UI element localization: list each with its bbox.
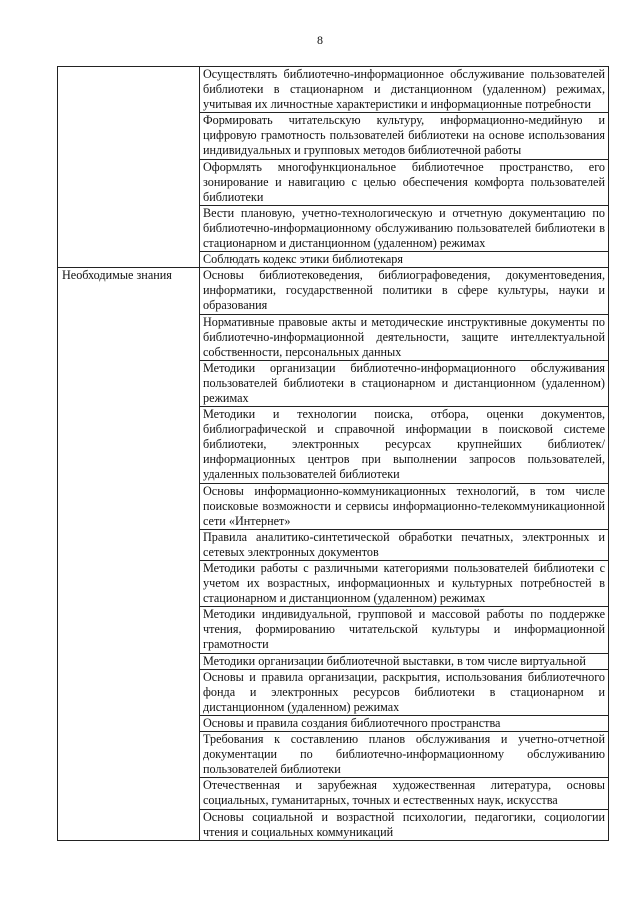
- table-row: [58, 529, 609, 560]
- row-label-empty: [58, 314, 200, 360]
- labor-action-text: Оформлять многофункциональное библиотечное пространство, его зонирование и навигацию с целью обеспечения комфорта пользователей библиотеки: [200, 159, 609, 205]
- row-label-empty: [58, 653, 200, 669]
- table-row: [58, 67, 609, 113]
- row-label-empty: [58, 529, 200, 560]
- page-number: 8: [317, 33, 323, 47]
- row-label-empty: [58, 809, 200, 840]
- labor-action-text: Соблюдать кодекс этики библиотекаря: [200, 252, 609, 268]
- knowledge-text: Методики работы с различными категориями пользователей библиотеки с учетом их возрастных, информационных и культурных потребностей в стационарном и дистанционном (удаленном) режимах: [200, 561, 609, 607]
- knowledge-text: Методики организации библиотечно-информационного обслуживания пользователей библиотеки в стационарном и дистанционном (удаленном) режимах: [200, 360, 609, 406]
- knowledge-text: Основы информационно-коммуникационных технологий, в том числе поисковые возможности и сервисы информационно-телекоммуникационной сети «Интернет»: [200, 483, 609, 529]
- table-row: [58, 360, 609, 406]
- table-row: [58, 314, 609, 360]
- row-label-empty: [58, 778, 200, 809]
- row-label-empty: [58, 360, 200, 406]
- knowledge-text: Отечественная и зарубежная художественная литература, основы социальных, гуманитарных, точных и естественных наук, искусства: [200, 778, 609, 809]
- requirements-table: [57, 66, 609, 841]
- labor-action-text: Формировать читательскую культуру, информационно-медийную и цифровую грамотность пользователей библиотеки на основе использования индивидуальных и групповых методов библиотечной работы: [200, 113, 609, 159]
- table-row: [58, 778, 609, 809]
- table-row: [58, 113, 609, 159]
- knowledge-text: Основы и правила организации, раскрытия, использования библиотечного фонда и электронных ресурсов библиотеки в стационарном и дистанционном (удаленном) режимах: [200, 669, 609, 715]
- table-row: [58, 407, 609, 483]
- knowledge-text: Основы библиотековедения, библиографоведения, документоведения, информатики, государственной политики в сфере культуры, науки и образования: [200, 268, 609, 314]
- table-row: [58, 252, 609, 268]
- table-row: [58, 607, 609, 653]
- table-row: [58, 268, 609, 314]
- knowledge-text: Основы социальной и возрастной психологии, педагогики, социологии чтения и социальных коммуникаций: [200, 809, 609, 840]
- row-label-empty: [58, 607, 200, 653]
- table-row: [58, 483, 609, 529]
- knowledge-text: Правила аналитико-синтетической обработки печатных, электронных и сетевых электронных документов: [200, 529, 609, 560]
- row-label-empty: [58, 715, 200, 731]
- row-label-empty: [58, 113, 200, 159]
- table-row: [58, 809, 609, 840]
- knowledge-text: Методики организации библиотечной выставки, в том числе виртуальной: [200, 653, 609, 669]
- row-label-empty: [58, 67, 200, 113]
- table-row: [58, 653, 609, 669]
- knowledge-text: Требования к составлению планов обслуживания и учетно-отчетной документации по библиотечно-информационному обслуживанию пользователей библиотеки: [200, 732, 609, 778]
- row-label-empty: [58, 732, 200, 778]
- table-row: [58, 715, 609, 731]
- row-label-empty: [58, 561, 200, 607]
- row-label-empty: [58, 407, 200, 483]
- knowledge-text: Основы и правила создания библиотечного пространства: [200, 715, 609, 731]
- table-row: [58, 205, 609, 251]
- row-label-empty: [58, 669, 200, 715]
- table-row: [58, 159, 609, 205]
- labor-action-text: Осуществлять библиотечно-информационное обслуживание пользователей библиотеки в стационарном и дистанционном (удаленном) режимах, учитывая их личностные характеристики и информационные потребности: [200, 67, 609, 113]
- table-row: [58, 669, 609, 715]
- knowledge-text: Методики и технологии поиска, отбора, оценки документов, библиографической и справочной информации в поисковой системе библиотеки, электронных ресурсах крупнейших библиотек/информационных центров при выполнении запросов пользователей, удаленных пользователей библиотеки: [200, 407, 609, 483]
- section-label-knowledge: Необходимые знания: [58, 268, 200, 314]
- row-label-empty: [58, 159, 200, 205]
- table-row: [58, 732, 609, 778]
- row-label-empty: [58, 205, 200, 251]
- labor-action-text: Вести плановую, учетно-технологическую и отчетную документацию по библиотечно-информационному обслуживанию пользователей библиотеки в стационарном и дистанционном (удаленном) режимах: [200, 205, 609, 251]
- table-row: [58, 561, 609, 607]
- row-label-empty: [58, 483, 200, 529]
- knowledge-text: Нормативные правовые акты и методические инструктивные документы по библиотечно-информационной деятельности, защите интеллектуальной собственности, персональных данных: [200, 314, 609, 360]
- knowledge-text: Методики индивидуальной, групповой и массовой работы по поддержке чтения, формированию читательской культуры и информационной грамотности: [200, 607, 609, 653]
- row-label-empty: [58, 252, 200, 268]
